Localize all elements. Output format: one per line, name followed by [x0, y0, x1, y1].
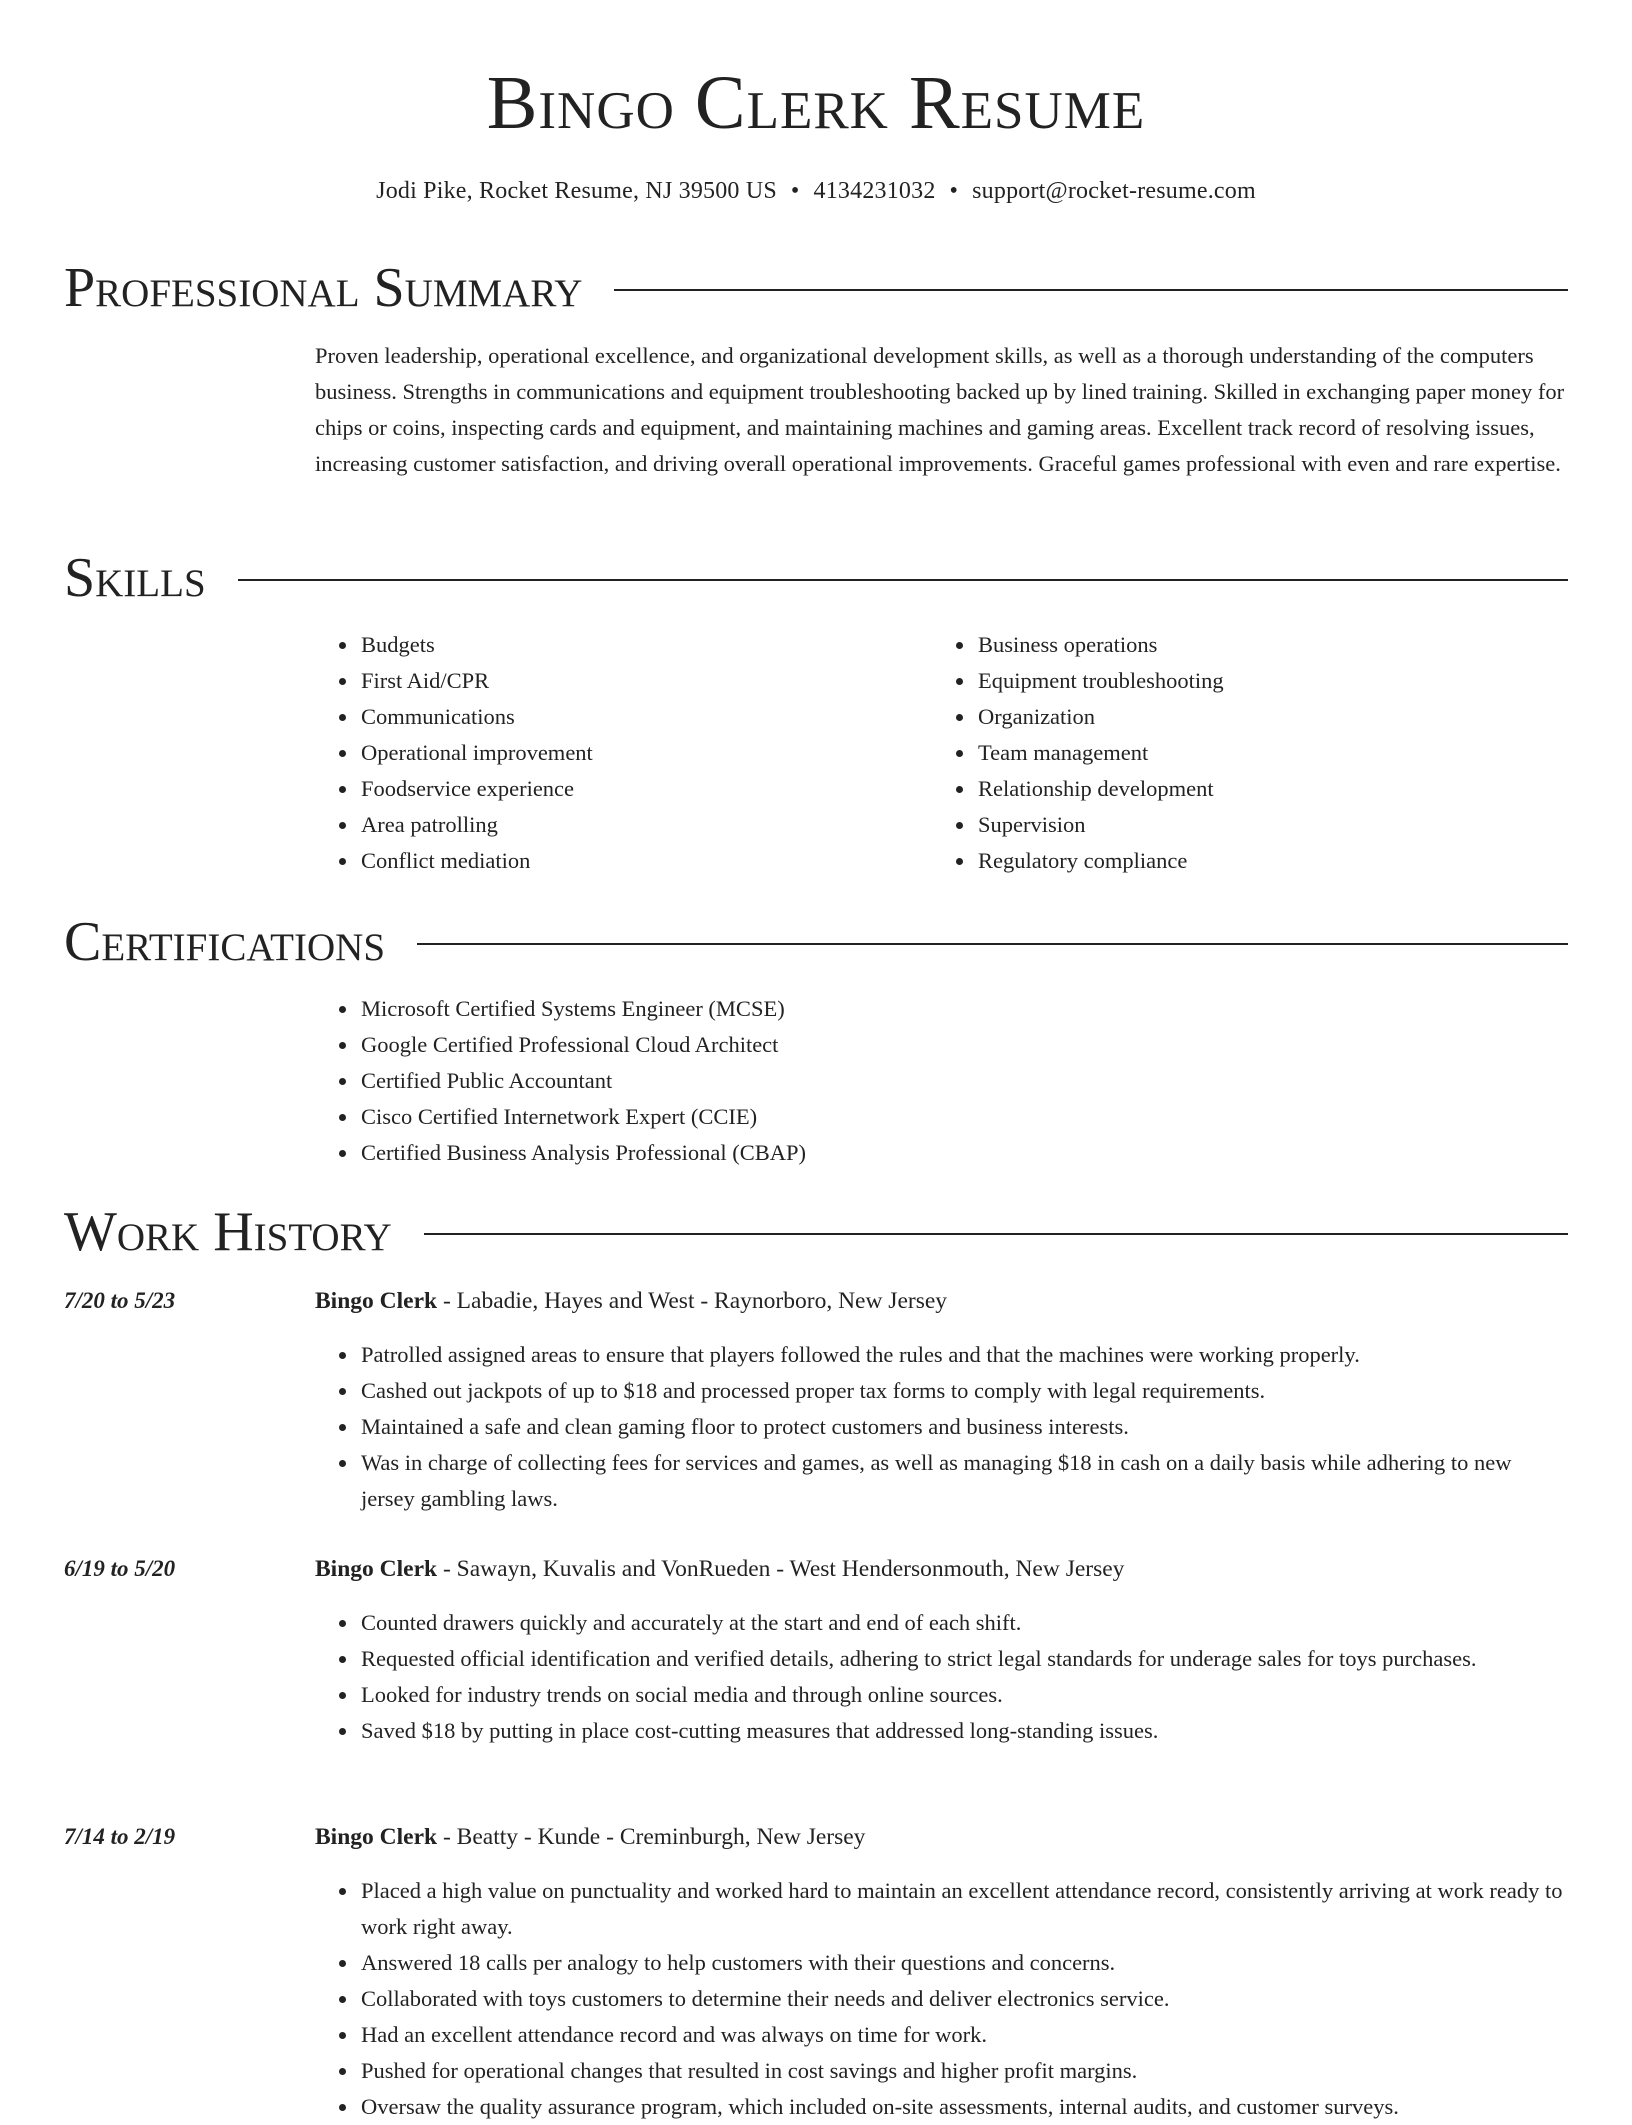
job-duties	[315, 1605, 1570, 1749]
duty-item: • Maintained a safe and clean gaming floor to protect customers and business interests.	[359, 1409, 1570, 1445]
section-divider	[417, 943, 1568, 945]
job-duties-list	[315, 1873, 1570, 2125]
skill-item: • Operational improvement	[359, 735, 915, 771]
duty-item: • Cashed out jackpots of up to $18 and processed proper tax forms to comply with legal requirements.	[359, 1373, 1570, 1409]
job-dates: 7/20 to 5/23	[64, 1288, 176, 1313]
job-employer-location: - Sawayn, Kuvalis and VonRueden - West Hendersonmouth, New Jersey	[437, 1556, 1125, 1582]
certification-item: • Google Certified Professional Cloud Architect	[359, 1027, 1570, 1063]
skill-item: • First Aid/CPR	[359, 663, 915, 699]
work-history-section-header	[64, 1200, 1568, 1264]
job-heading	[315, 1551, 1124, 1587]
duty-item: • Looked for industry trends on social media and through online sources.	[359, 1677, 1570, 1713]
skill-item: • Team management	[976, 735, 1532, 771]
skills-list-left	[315, 627, 915, 879]
skill-item: • Conflict mediation	[359, 843, 915, 879]
skill-item: • Regulatory compliance	[976, 843, 1532, 879]
duty-item: • Collaborated with toys customers to determine their needs and deliver electronics service.	[359, 1981, 1570, 2017]
skills-section-header	[64, 546, 1568, 610]
job-heading	[315, 1819, 865, 1855]
skill-item: • Supervision	[976, 807, 1532, 843]
duty-item: • Counted drawers quickly and accurately at the start and end of each shift.	[359, 1605, 1570, 1641]
contact-separator: •	[949, 178, 959, 204]
summary-heading: Professional Summary	[64, 257, 583, 319]
job-duties-list	[315, 1337, 1570, 1517]
job-duties-list	[315, 1605, 1570, 1749]
contact-address: Jodi Pike, Rocket Resume, NJ 39500 US	[376, 178, 777, 204]
skill-item: • Relationship development	[976, 771, 1532, 807]
skills-heading: Skills	[64, 547, 206, 609]
skill-item: • Foodservice experience	[359, 771, 915, 807]
duty-item: • Had an excellent attendance record and was always on time for work.	[359, 2017, 1570, 2053]
certification-item: • Microsoft Certified Systems Engineer (MCSE)	[359, 991, 1570, 1027]
job-title: Bingo Clerk	[315, 1288, 438, 1314]
skill-item: • Equipment troubleshooting	[976, 663, 1532, 699]
certification-item: • Certified Public Accountant	[359, 1063, 1570, 1099]
duty-item: • Patrolled assigned areas to ensure that players followed the rules and that the machines were working properly.	[359, 1337, 1570, 1373]
duty-item: • Oversaw the quality assurance program, which included on-site assessments, internal audits, and customer surveys.	[359, 2089, 1570, 2125]
section-divider	[614, 289, 1568, 291]
duty-item: • Pushed for operational changes that resulted in cost savings and higher profit margins.	[359, 2053, 1570, 2089]
skills-column-left	[315, 627, 915, 879]
contact-line	[0, 174, 1632, 208]
skill-item: • Business operations	[976, 627, 1532, 663]
duty-item: • Placed a high value on punctuality and worked hard to maintain an excellent attendance record, consistently arriving at work ready to work right away.	[359, 1873, 1570, 1945]
certifications-section-header	[64, 910, 1568, 974]
certifications-heading: Certifications	[64, 911, 386, 973]
job-dates: 6/19 to 5/20	[64, 1556, 176, 1581]
skills-column-right	[932, 627, 1532, 879]
certification-item: • Certified Business Analysis Professional (CBAP)	[359, 1135, 1570, 1171]
certifications-list	[315, 991, 1570, 1171]
section-divider	[238, 579, 1568, 581]
job-dates: 7/14 to 2/19	[64, 1824, 176, 1849]
contact-email: support@rocket-resume.com	[972, 178, 1256, 204]
skill-item: • Budgets	[359, 627, 915, 663]
resume-title: Bingo Clerk Resume	[486, 61, 1146, 145]
summary-text: Proven leadership, operational excellence, and organizational development skills, as well as a thorough understanding of the computers business. Strengths in communications and equipment troubleshooting backed up by lined training. Skilled in exchanging paper money for chips or coins, inspecting cards and equipment, and maintaining machines and gaming areas. Excellent track record of resolving issues, increasing customer satisfaction, and driving overall operational improvements. Graceful games professional with even and rare expertise.	[315, 343, 1565, 476]
certifications-block	[315, 991, 1570, 1171]
job-title: Bingo Clerk	[315, 1824, 438, 1850]
contact-phone: 4134231032	[813, 178, 936, 204]
job-employer-location: - Labadie, Hayes and West - Raynorboro, New Jersey	[437, 1288, 948, 1314]
duty-item: • Was in charge of collecting fees for services and games, as well as managing $18 in cash on a daily basis while adhering to new jersey gambling laws.	[359, 1445, 1570, 1517]
work-history-heading: Work History	[64, 1201, 392, 1263]
job-duties	[315, 1337, 1570, 1517]
skills-list-right	[932, 627, 1532, 879]
duty-item: • Saved $18 by putting in place cost-cutting measures that addressed long-standing issues.	[359, 1713, 1570, 1749]
job-title: Bingo Clerk	[315, 1556, 438, 1582]
skill-item: • Area patrolling	[359, 807, 915, 843]
summary-section-header	[64, 256, 1568, 320]
skill-item: • Organization	[976, 699, 1532, 735]
certification-item: • Cisco Certified Internetwork Expert (CCIE)	[359, 1099, 1570, 1135]
contact-separator: •	[790, 178, 800, 204]
duty-item: • Requested official identification and verified details, adhering to strict legal standards for underage sales for toys purchases.	[359, 1641, 1570, 1677]
job-heading	[315, 1283, 947, 1319]
skill-item: • Communications	[359, 699, 915, 735]
job-employer-location: - Beatty - Kunde - Creminburgh, New Jersey	[437, 1824, 866, 1850]
duty-item: • Answered 18 calls per analogy to help customers with their questions and concerns.	[359, 1945, 1570, 1981]
section-divider	[424, 1233, 1568, 1235]
job-duties	[315, 1873, 1570, 2125]
